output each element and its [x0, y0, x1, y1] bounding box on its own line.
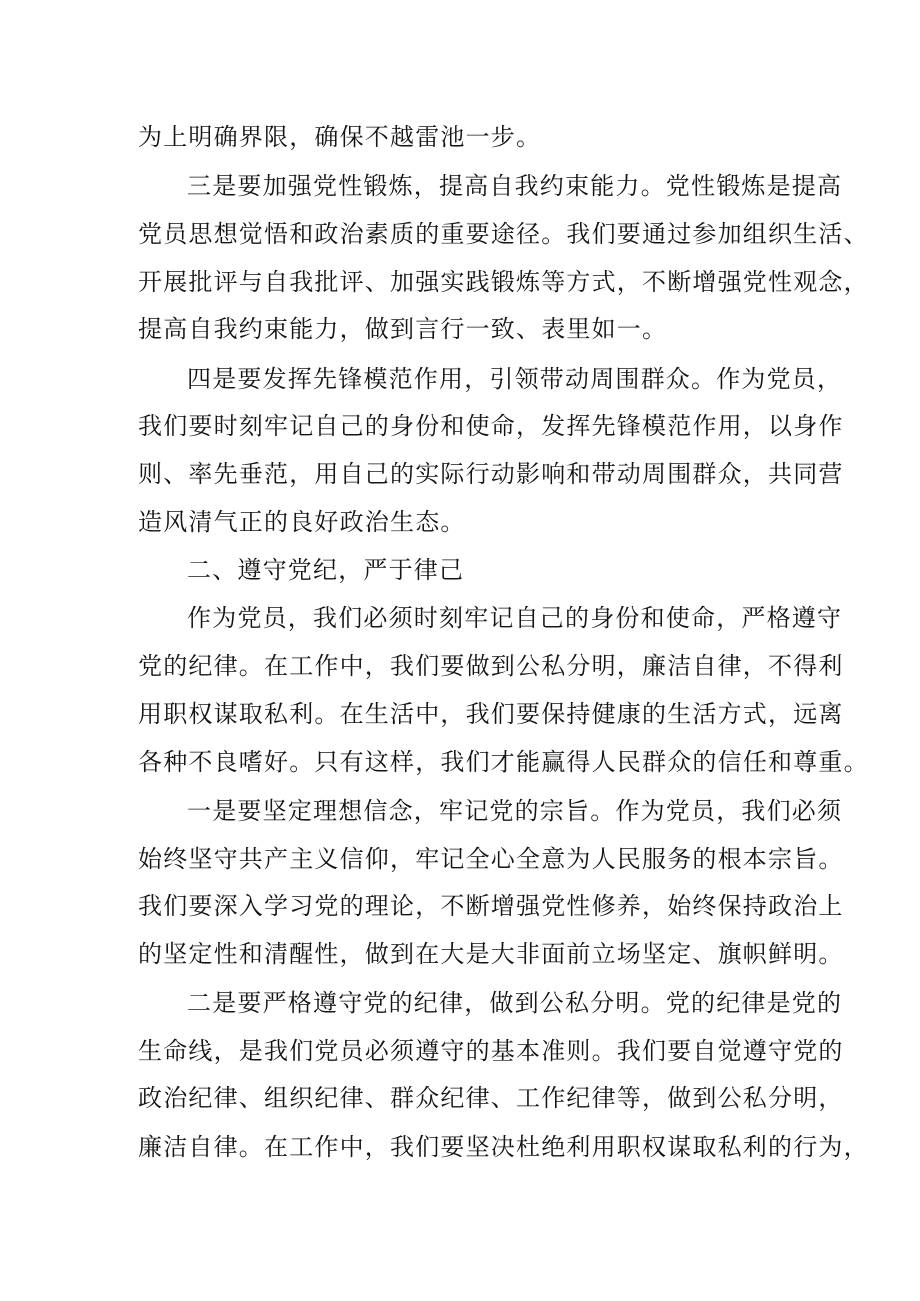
text-line: 的坚定性和清醒性，做到在大是大非面前立场坚定、旗帜鲜明。 [138, 940, 844, 968]
text-line: 党员思想觉悟和政治素质的重要途径。我们要通过参加组织生活、 [138, 220, 869, 248]
text-line: 生命线，是我们党员必须遵守的基本准则。我们要自觉遵守党的 [138, 1037, 844, 1065]
text-line: 我们要时刻牢记自己的身份和使命，发挥先锋模范作用，以身作 [138, 412, 844, 440]
text-line: 政治纪律、组织纪律、群众纪律、工作纪律等，做到公私分明， [138, 1084, 844, 1112]
text-line: 我们要深入学习党的理论，不断增强党性修养，始终保持政治上 [138, 892, 844, 920]
text-line: 三是要加强党性锻炼，提高自我约束能力。党性锻炼是提高 [187, 172, 843, 200]
text-line: 开展批评与自我批评、加强实践锻炼等方式，不断增强党性观念， [138, 268, 869, 296]
text-line: 造风清气正的良好政治生态。 [138, 508, 466, 536]
text-line: 二是要严格遵守党的纪律，做到公私分明。党的纪律是党的 [187, 989, 843, 1017]
text-line: 作为党员，我们必须时刻牢记自己的身份和使命，严格遵守 [187, 604, 843, 632]
text-line: 一是要坚定理想信念，牢记党的宗旨。作为党员，我们必须 [187, 797, 843, 825]
text-line: 用职权谋取私利。在生活中，我们要保持健康的生活方式，远离 [138, 700, 844, 728]
text-line: 提高自我约束能力，做到言行一致、表里如一。 [138, 315, 668, 343]
section-heading: 二、遵守党纪，严于律己 [187, 556, 465, 584]
text-line: 四是要发挥先锋模范作用，引领带动周围群众。作为党员， [187, 365, 843, 393]
text-line: 则、率先垂范，用自己的实际行动影响和带动周围群众，共同营 [138, 460, 844, 488]
text-line: 廉洁自律。在工作中，我们要坚决杜绝利用职权谋取私利的行为， [138, 1133, 869, 1161]
text-line: 党的纪律。在工作中，我们要做到公私分明，廉洁自律，不得利 [138, 652, 844, 680]
text-line: 各种不良嗜好。只有这样，我们才能赢得人民群众的信任和尊重。 [138, 748, 869, 776]
text-line: 始终坚守共产主义信仰，牢记全心全意为人民服务的根本宗旨。 [138, 845, 844, 873]
text-line: 为上明确界限，确保不越雷池一步。 [138, 123, 542, 151]
